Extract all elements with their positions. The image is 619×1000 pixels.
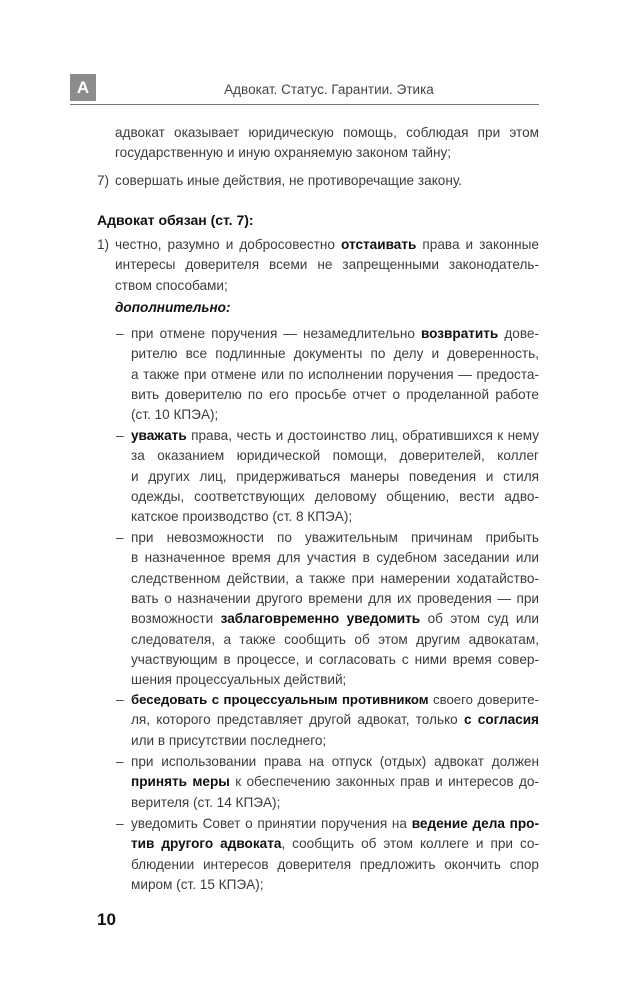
text-segment: ля, которого представляет другой адвокат, только [131, 712, 464, 728]
text-line [115, 235, 539, 255]
text-line [115, 298, 539, 318]
running-header-title: Адвокат. Статус. Гарантии. Этика [224, 82, 434, 97]
text-line [131, 752, 539, 772]
text-line [131, 772, 539, 792]
chapter-letter-badge: А [70, 74, 96, 101]
text-segment: к обеспечению законных прав и интересов до- [229, 774, 539, 790]
text-line [115, 171, 539, 191]
text-line [131, 467, 539, 487]
page-number: 10 [97, 910, 116, 929]
emphasized-text: беседовать с процессуальным противником [131, 692, 429, 707]
text-line [131, 710, 539, 730]
text-segment: или в присутствии последнего; [131, 732, 327, 748]
text-segment: права, честь и достоинство лиц, обратившихся к нему [186, 428, 539, 443]
text-segment: об этом суд или [420, 611, 539, 627]
text-segment: верителя (ст. 14 КПЭА); [131, 794, 281, 810]
text-line [131, 405, 539, 425]
text-line [131, 650, 539, 670]
text-segment: за оказанием юридической помощи, доверителей, коллег [131, 448, 539, 464]
text-segment: вать о назначении другого времени для их проведения — при [131, 590, 539, 606]
italic-label: дополнительно: [115, 300, 231, 315]
text-segment: одежды, соответствующих деловому общению, вести адво- [131, 488, 539, 504]
text-line [131, 589, 539, 609]
text-segment: государственную и иную охраняемую законом тайну; [115, 145, 452, 161]
dash-marker: – [116, 326, 124, 341]
section-heading: Адвокат обязан (ст. 7): [97, 212, 254, 228]
text-line [115, 276, 539, 296]
emphasized-text: заблаговременно уведомить [220, 611, 421, 627]
text-line [131, 446, 539, 466]
text-line [131, 875, 539, 895]
emphasized-text: возвратить [420, 326, 499, 341]
text-segment: и других лиц, придерживаться манеры поведения и стиля [131, 468, 539, 484]
text-line [131, 365, 539, 385]
text-line [131, 834, 539, 854]
text-line [131, 731, 539, 751]
text-segment: возможности [131, 611, 221, 627]
dash-marker: – [116, 754, 124, 769]
text-segment: участвующим в процессе, и согласовать с ними время совер- [131, 651, 539, 667]
text-line [115, 143, 539, 163]
text-segment: интересы доверителя всеми не запрещенными законодатель- [115, 257, 539, 273]
text-line [131, 507, 539, 527]
text-segment: своего доверите- [428, 692, 539, 707]
dash-marker: – [116, 816, 124, 831]
emphasized-text: уважать [131, 428, 187, 443]
text-segment: при невозможности по уважительным причинам прибыть [131, 530, 539, 545]
text-segment: а также при отмене или по исполнении поручения — предоста- [131, 366, 539, 382]
header-divider [70, 104, 539, 105]
list-number: 7) [97, 173, 110, 188]
text-segment: шения процессуальных действий; [131, 672, 347, 688]
text-line [115, 123, 539, 143]
text-segment: вить доверителю по его просьбе отчет о проделанной работе [131, 386, 539, 402]
text-segment: честно, разумно и добросовестно [115, 237, 342, 252]
text-line [131, 814, 539, 834]
text-segment: ством способами; [115, 277, 228, 293]
text-segment: в назначенное время для участия в судебном заседании или [131, 550, 539, 566]
text-segment: при использовании права на отпуск (отдых) адвокат должен [131, 754, 539, 769]
text-line [131, 690, 539, 710]
text-line [131, 426, 539, 446]
emphasized-text: тив другого адвоката [131, 836, 282, 852]
text-segment: следственном действии, а также при намерении ходатайство- [131, 570, 539, 586]
text-segment: блюдении интересов доверителя предложить окончить спор [131, 856, 539, 872]
text-segment: права и законные [416, 237, 539, 252]
emphasized-text: с согласия [463, 712, 539, 728]
text-line [131, 793, 539, 813]
text-segment: катское производство (ст. 8 КПЭА); [131, 509, 353, 525]
text-segment: миром (ст. 15 КПЭА); [131, 876, 264, 892]
text-segment: совершать иные действия, не противоречащие закону. [115, 173, 463, 188]
text-segment: (ст. 10 КПЭА); [131, 407, 219, 423]
emphasized-text: ведение дела про- [411, 816, 539, 831]
text-segment: адвокат оказывает юридическую помощь, соблюдая при этом [115, 125, 539, 140]
dash-marker: – [116, 530, 124, 545]
text-line [131, 630, 539, 650]
text-segment: рителю все подлинные документы по делу и доверенность, [131, 346, 539, 362]
list-number: 1) [97, 237, 110, 252]
text-line [131, 670, 539, 690]
dash-marker: – [116, 428, 124, 443]
text-segment: уведомить Совет о принятии поручения на [131, 816, 412, 831]
text-line [131, 855, 539, 875]
text-line [131, 385, 539, 405]
text-line [131, 528, 539, 548]
text-segment: , сообщить об этом коллеге и при со- [281, 836, 539, 852]
text-line [131, 487, 539, 507]
text-line [131, 569, 539, 589]
emphasized-text: принять меры [131, 774, 230, 790]
dash-marker: – [116, 692, 124, 707]
text-segment: дове- [498, 326, 539, 341]
text-line [131, 548, 539, 568]
text-line [131, 344, 539, 364]
emphasized-text: отстаивать [341, 237, 417, 252]
text-line [131, 324, 539, 344]
text-segment: следователя, а также сообщить об этом другим адвокатам, [131, 631, 539, 647]
text-line [115, 255, 539, 275]
text-segment: при отмене поручения — незамедлительно [131, 326, 421, 341]
text-line [131, 609, 539, 629]
